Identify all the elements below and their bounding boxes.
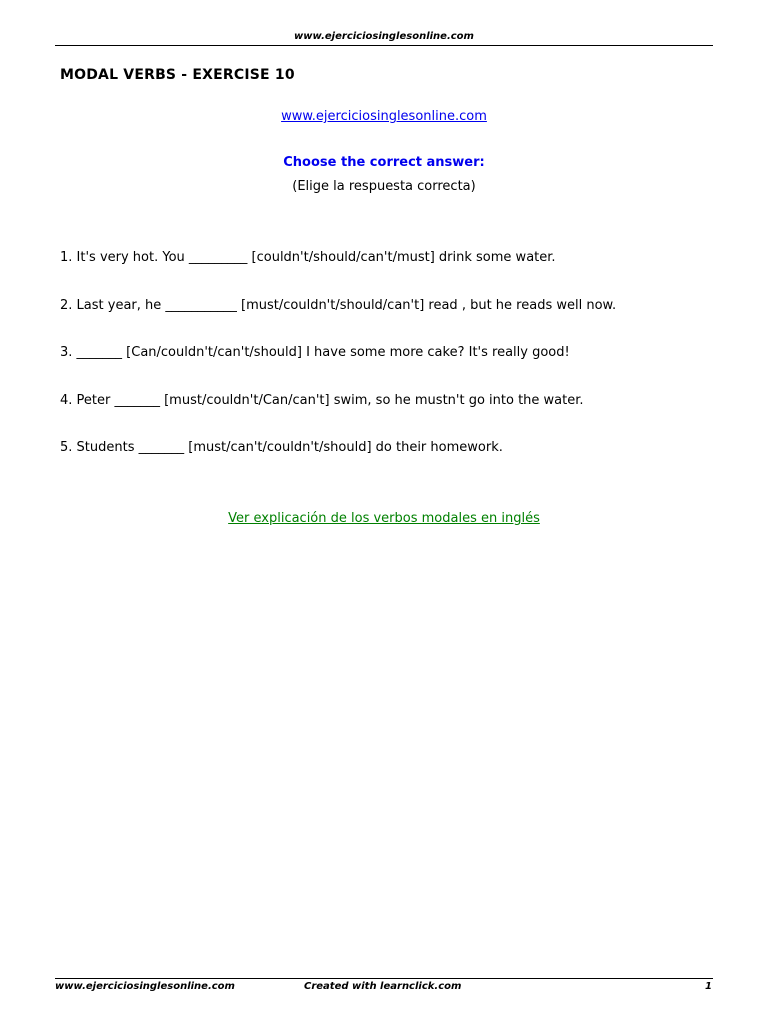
site-link-container bbox=[0, 109, 768, 124]
footer-credit: Created with learnclick.com bbox=[304, 981, 462, 992]
question-2: 2. Last year, he ___________ [must/couldn't/should/can't] read , but he reads well now. bbox=[60, 298, 617, 313]
header-url: www.ejerciciosinglesonline.com bbox=[294, 31, 474, 42]
footer-divider bbox=[55, 978, 713, 979]
explanation-link[interactable]: Ver explicación de los verbos modales en inglés bbox=[228, 511, 540, 526]
instruction-heading: Choose the correct answer: bbox=[283, 155, 485, 170]
header-divider bbox=[55, 45, 713, 46]
site-link[interactable]: www.ejerciciosinglesonline.com bbox=[281, 109, 487, 124]
instruction-translation: (Elige la respuesta correcta) bbox=[292, 179, 476, 194]
explanation-link-container bbox=[0, 511, 768, 526]
footer-url: www.ejerciciosinglesonline.com bbox=[55, 981, 235, 992]
question-5: 5. Students _______ [must/can't/couldn't/should] do their homework. bbox=[60, 440, 503, 455]
page-title: MODAL VERBS - EXERCISE 10 bbox=[60, 67, 295, 83]
question-3: 3. _______ [Can/couldn't/can't/should] I have some more cake? It's really good! bbox=[60, 345, 570, 360]
page-number: 1 bbox=[705, 981, 712, 992]
question-4: 4. Peter _______ [must/couldn't/Can/can't] swim, so he mustn't go into the water. bbox=[60, 393, 584, 408]
question-1: 1. It's very hot. You _________ [couldn't/should/can't/must] drink some water. bbox=[60, 250, 556, 265]
